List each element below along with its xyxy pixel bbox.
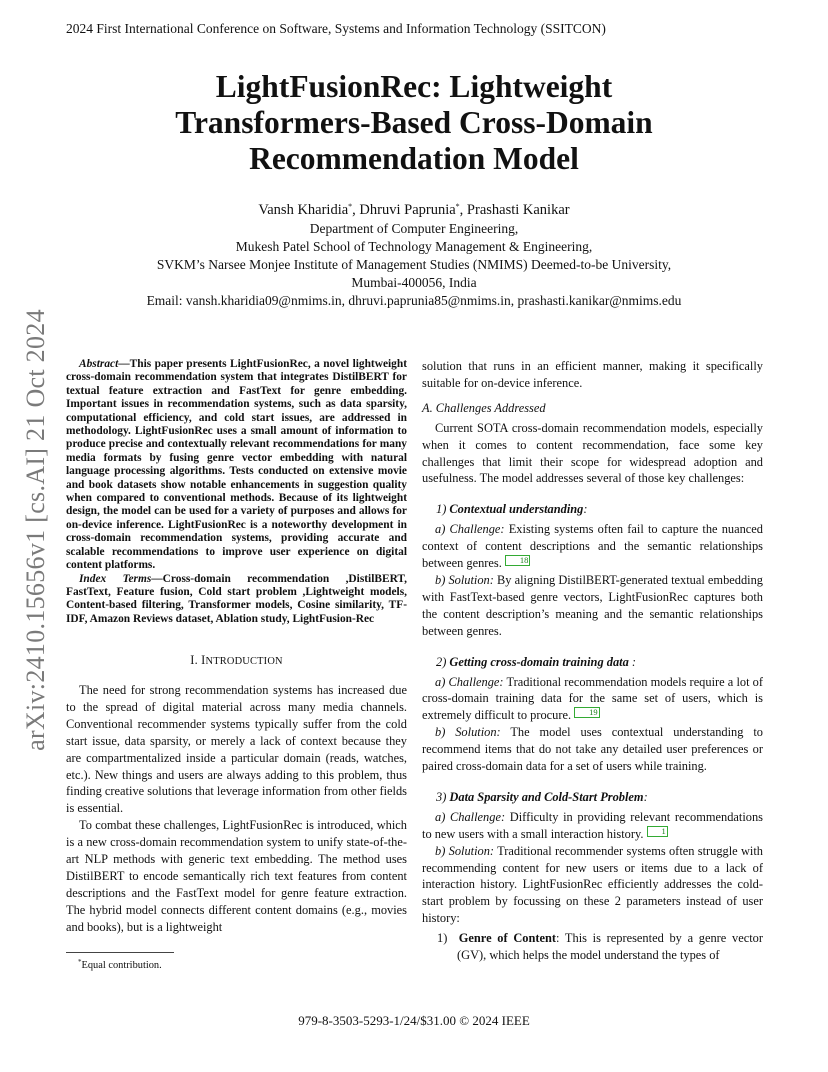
affiliation-line-3: SVKM’s Narsee Monjee Institute of Management Studies (NMIMS) Deemed-to-be University, [156, 257, 672, 272]
equal-contribution-mark-2: * [455, 202, 460, 211]
section-heading-introduction [66, 652, 407, 671]
footnote-text: Equal contribution. [81, 960, 162, 971]
challenge-2-challenge [422, 674, 763, 725]
abstract [66, 358, 407, 573]
abstract-label: Abstract [79, 358, 119, 370]
left-column [66, 358, 407, 936]
challenge-1-number: 1) [436, 502, 450, 517]
section-first-letter: I [201, 653, 206, 668]
challenge-2-number: 2) [436, 654, 450, 669]
challenge-3-heading [436, 789, 763, 806]
affiliation-line-4: Mumbai-400056, India [351, 275, 477, 290]
list-item-label: Genre of Content [458, 931, 556, 946]
author-names [60, 201, 768, 219]
index-terms [66, 573, 407, 627]
challenge-2-solution [422, 724, 763, 775]
solution-text: The model uses contextual understanding to recommend items that do not take any detailed user preferences or paired cross-domain data for a set of users while training. [422, 725, 763, 774]
challenge-1-solution [422, 572, 763, 640]
footnote-divider [66, 952, 174, 953]
index-terms-text: —Cross-domain recommendation ,DistilBERT, FastText, Feature fusion, Cold start problem ,Lightweight models, Content-based filtering, Transformer models, Cosine similarity, TF-IDF, Amazon Reviews dataset, Ablation study, LightFusion-Rec [66, 572, 407, 625]
intro-paragraph-1: The need for strong recommendation systems has increased due to the spread of digital material across many media channels. Conventional recommender systems typically suffer from the cold start issue, data sparsity, or merely a lack of context because they are compartmentalized inside a particular domain (reads, watches, etc.). New things and users are always adding to this problem, thus finding creative solutions that leverage information from other fields is essential. [66, 683, 407, 816]
author-separator-2: , [459, 202, 467, 218]
continued-paragraph: solution that runs in an efficient manner, making it specifically suitable for on-device inference. [422, 359, 763, 390]
challenge-1-colon: : [583, 502, 588, 517]
list-item-genre [422, 930, 763, 964]
arxiv-stamp-text: arXiv:2410.15656v1 [cs.AI] 21 Oct 2024 [21, 309, 50, 751]
section-numeral: I. [190, 653, 202, 668]
title-line-3: Recommendation Model [249, 141, 579, 176]
author-block [60, 201, 768, 310]
section-heading-rest: NTRODUCTION [205, 656, 283, 668]
footnote-mark: * [78, 958, 82, 966]
challenges-intro: Current SOTA cross-domain recommendation models, especially when it comes to content recommendation, face some key challenges that limit their scope for widespread adoption and usefulness. The model addresses several of those key challenges: [422, 420, 763, 486]
equal-contribution-mark-1: * [348, 202, 353, 211]
affiliation-line-1: Department of Computer Engineering, [309, 221, 519, 236]
citation-link[interactable]: 18 [505, 555, 531, 566]
solution-label: b) Solution: [435, 725, 501, 740]
solution-text: Traditional recommender systems often struggle with recommending content for new users or items due to a lack of interaction history. LightFusionRec efficiently addresses the cold-start problem by focussing on these 2 parameters instead of user history: [422, 843, 763, 926]
subsection-heading: A. Challenges Addressed [422, 400, 546, 415]
challenge-1-challenge [422, 521, 763, 572]
index-terms-label: Index Terms [79, 572, 152, 585]
paper-title [100, 69, 728, 177]
challenge-1-title: Contextual understanding [449, 502, 584, 517]
challenge-label: a) Challenge: [435, 809, 506, 824]
list-item-number: 1) [437, 931, 448, 946]
right-column [422, 358, 763, 964]
challenge-text: Difficulty in providing relevant recommendations to new users with a small interaction history. [422, 809, 763, 841]
challenge-label: a) Challenge: [435, 522, 505, 537]
copyright-line: 979-8-3503-5293-1/24/$31.00 © 2024 IEEE [298, 1013, 530, 1028]
challenge-2-colon: : [628, 654, 637, 669]
citation-link[interactable]: 1 [647, 826, 668, 837]
list-item-text: : This is represented by a genre vector (GV), which helps the model understand the types of [457, 931, 763, 963]
conference-header: 2024 First International Conference on Software, Systems and Information Technology (SSITCON) [66, 21, 606, 36]
challenge-1-heading [436, 501, 763, 518]
citation-link[interactable]: 19 [574, 707, 600, 718]
challenge-3-challenge [422, 809, 763, 843]
affiliation-line-2: Mukesh Patel School of Technology Management & Engineering, [235, 239, 593, 254]
challenge-3-title: Data Sparsity and Cold-Start Problem [449, 789, 644, 804]
author-3: Prashasti Kanikar [466, 202, 570, 218]
challenge-3-number: 3) [436, 789, 450, 804]
abstract-text: —This paper presents LightFusionRec, a novel lightweight cross-domain recommendation system that integrates DistilBERT for textual feature extraction and FastText for genre embedding. Important issues in recommendation systems, such as data sparsity, computational efficiency, and cold start issues, are addressed in methodology. LightFusionRec uses a small amount of information to produce precise and contextually relevant recommendations for many media formats by fusing genre vector embedding with natural language processing algorithms. Tests conducted on extensive movie and book datasets show notable enhancements in suggestion quality when compared to conventional methods. Because of its lightweight design, the model can be used for a variety of purposes and allows for on-device inference. LightFusionRec is a noteworthy development in cross-domain recommendation systems, providing accurate and scalable recommendations to improve user experience on digital content platforms. [66, 358, 407, 572]
author-separator-1: , [352, 202, 360, 218]
challenge-2-heading [436, 654, 763, 671]
challenge-2-title: Getting cross-domain training data [449, 654, 629, 669]
challenge-text: Traditional recommendation models require a lot of cross-domain training data for the same set of users, which is extremely difficult to procure. [422, 674, 763, 723]
solution-label: b) Solution: [435, 572, 494, 587]
title-line-2: Transformers-Based Cross-Domain [175, 105, 653, 140]
author-2: Dhruvi Paprunia [359, 202, 456, 218]
title-line-1: LightFusionRec: Lightweight [215, 69, 613, 104]
solution-text: By aligning DistilBERT-generated textual embedding with FastText-based genre vectors, LightFusionRec captures both the content description’s meaning and the semantic relationships between genres. [422, 572, 763, 638]
solution-label: b) Solution: [435, 843, 495, 858]
footnote [78, 960, 162, 971]
intro-paragraph-2: To combat these challenges, LightFusionRec is introduced, which is a new cross-domain recommendation system to unify state-of-the-art NLP methods with generic text embedding. The method uses DistilBERT to encode semantically rich text features from content descriptions and the FastText model for genre feature extraction. The hybrid model connects different content domains (e.g., movies and books), but is a lightweight [66, 818, 407, 934]
challenge-text: Existing systems often fail to capture the nuanced context of content descriptions and the semantic relationships between genres. [422, 522, 763, 571]
challenge-3-solution [422, 843, 763, 928]
author-1: Vansh Kharidia [258, 202, 349, 218]
challenge-3-colon: : [643, 789, 648, 804]
challenge-label: a) Challenge: [435, 674, 504, 689]
author-emails: Email: vansh.kharidia09@nmims.in, dhruvi.paprunia85@nmims.in, prashasti.kanikar@nmims.edu [146, 293, 682, 308]
